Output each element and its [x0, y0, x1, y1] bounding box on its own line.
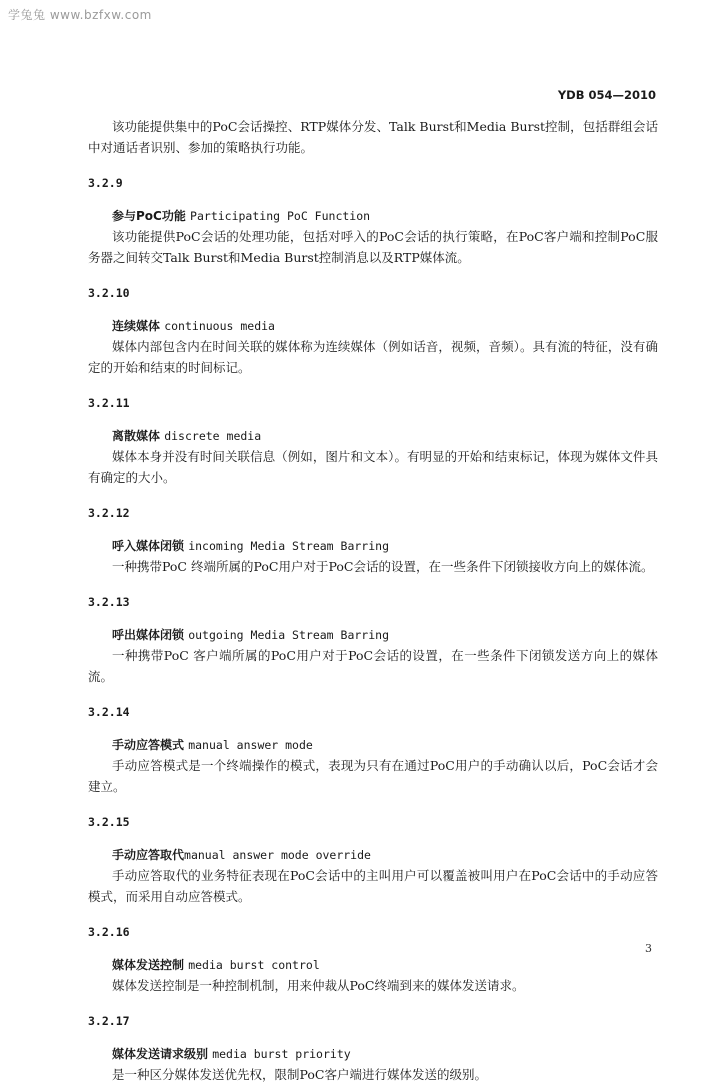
section-number: 3.2.16	[88, 925, 130, 939]
term-en: continuous media	[164, 319, 275, 333]
term-heading	[112, 536, 658, 556]
term-heading	[112, 206, 658, 226]
section-number: 3.2.12	[88, 506, 130, 520]
term-en: media burst control	[188, 958, 320, 972]
term-zh: 连续媒体	[112, 319, 161, 333]
term-zh: 呼入媒体闭锁	[112, 539, 185, 553]
section-3-2-11	[88, 394, 658, 488]
section-3-2-14	[88, 703, 658, 797]
term-definition: 手动应答取代的业务特征表现在PoC会话中的主叫用户可以覆盖被叫用户在PoC会话中的手动应答模式，而采用自动应答模式。	[88, 868, 658, 904]
section-3-2-17	[88, 1012, 658, 1085]
term-zh: 呼出媒体闭锁	[112, 628, 185, 642]
term-zh: 媒体发送请求级别	[112, 1047, 209, 1061]
section-number: 3.2.15	[88, 815, 130, 829]
section-3-2-12	[88, 504, 658, 577]
term-en: manual answer mode override	[184, 848, 371, 862]
section-number: 3.2.13	[88, 595, 130, 609]
term-zh: 媒体发送控制	[112, 958, 185, 972]
term-definition: 媒体发送控制是一种控制机制，用来仲裁从PoC终端到来的媒体发送请求。	[112, 978, 525, 993]
term-en: discrete media	[164, 429, 262, 443]
document-code: YDB 054—2010	[557, 88, 656, 102]
term-definition: 一种携带PoC 客户端所属的PoC用户对于PoC会话的设置，在一些条件下闭锁发送方向上的媒体流。	[88, 648, 658, 684]
term-heading	[112, 426, 658, 446]
term-definition: 媒体本身并没有时间关联信息（例如，图片和文本）。有明显的开始和结束标记，体现为媒体文件具有确定的大小。	[88, 449, 658, 485]
section-3-2-9	[88, 174, 658, 268]
section-3-2-13	[88, 593, 658, 687]
term-zh: 手动应答取代	[112, 848, 185, 862]
site-watermark: 学兔兔 www.bzfxw.com	[8, 8, 152, 22]
term-definition: 手动应答模式是一个终端操作的模式，表现为只有在通过PoC用户的手动确认以后，PoC会话才会建立。	[88, 758, 658, 794]
term-zh: 参与PoC功能	[112, 209, 186, 223]
document-body	[88, 116, 658, 1085]
term-definition: 是一种区分媒体发送优先权，限制PoC客户端进行媒体发送的级别。	[112, 1067, 487, 1082]
term-zh: 离散媒体	[112, 429, 161, 443]
section-3-2-16	[88, 923, 658, 996]
intro-paragraph: 该功能提供集中的PoC会话操控、RTP媒体分发、Talk Burst和Media Burst控制，包括群组会话中对通话者识别、参加的策略执行功能。	[88, 119, 658, 155]
term-en: Participating PoC Function	[190, 209, 371, 223]
term-definition: 一种携带PoC 终端所属的PoC用户对于PoC会话的设置，在一些条件下闭锁接收方向上的媒体流。	[112, 559, 654, 574]
section-number: 3.2.11	[88, 396, 130, 410]
term-zh: 手动应答模式	[112, 738, 185, 752]
term-en: media burst priority	[212, 1047, 351, 1061]
section-3-2-10	[88, 284, 658, 378]
section-number: 3.2.14	[88, 705, 130, 719]
section-number: 3.2.9	[88, 176, 123, 190]
section-3-2-15	[88, 813, 658, 907]
term-en: outgoing Media Stream Barring	[188, 628, 389, 642]
term-heading	[112, 316, 658, 336]
term-heading	[112, 735, 658, 755]
term-heading	[112, 625, 658, 645]
term-heading	[112, 1044, 658, 1064]
term-heading	[112, 955, 658, 975]
term-definition: 该功能提供PoC会话的处理功能，包括对呼入的PoC会话的执行策略，在PoC客户端和控制PoC服务器之间转交Talk Burst和Media Burst控制消息以及RTP媒体流。	[88, 229, 658, 265]
term-heading	[112, 845, 658, 865]
term-en: incoming Media Stream Barring	[188, 539, 389, 553]
section-number: 3.2.17	[88, 1014, 130, 1028]
section-number: 3.2.10	[88, 286, 130, 300]
term-definition: 媒体内部包含内在时间关联的媒体称为连续媒体（例如话音，视频，音频）。具有流的特征，没有确定的开始和结束的时间标记。	[88, 339, 658, 375]
term-en: manual answer mode	[188, 738, 313, 752]
page-number: 3	[645, 942, 652, 955]
